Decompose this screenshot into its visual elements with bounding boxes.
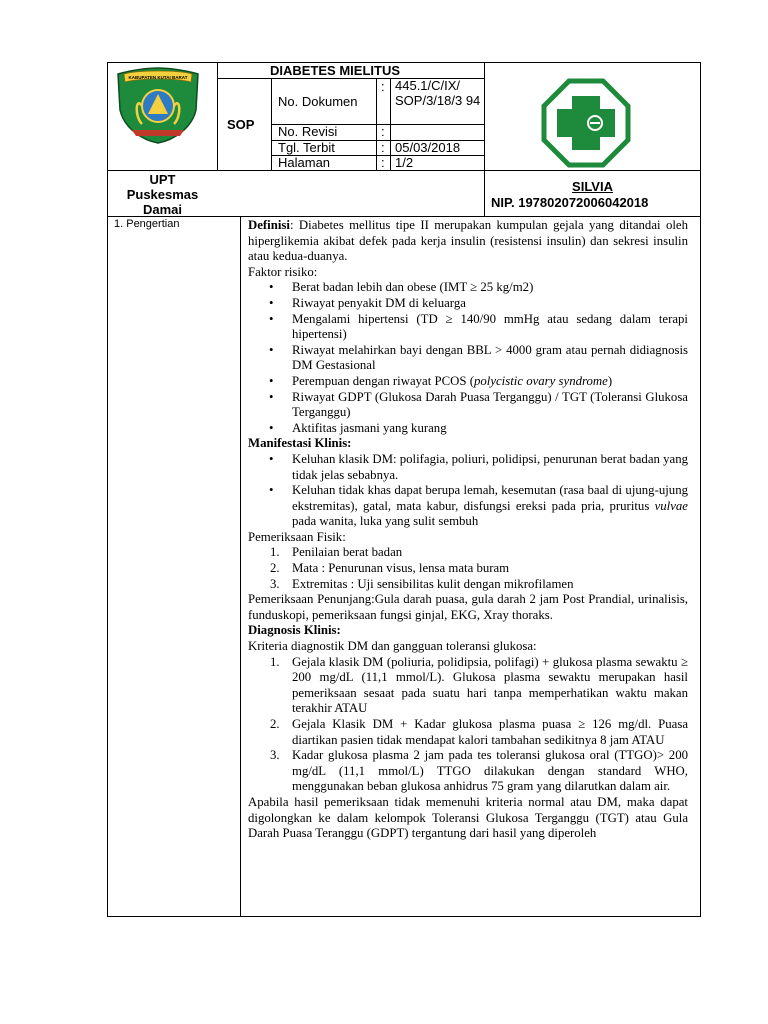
faktor-label: Faktor risiko: [248,264,318,279]
list-item: 3. Kadar glukosa plasma 2 jam pada tes toleransi glukosa oral (TTGO)> 200 mg/dL (11,1 mmol/L) TTGO dilakukan dengan standard WHO, menggunakan beban glukosa anhidrus 75 gram yang dilarutkan dalam air. [270,748,688,794]
definisi-label: Definisi [248,218,290,232]
field-label-no-revisi: No. Revisi [278,124,338,139]
definisi-paragraph [248,218,688,265]
list-item: • Riwayat penyakit DM di keluarga [248,296,688,312]
regency-logo [114,66,202,144]
faktor-list [248,280,688,436]
field-sep-no-revisi: : [381,124,385,139]
definisi-text: : Diabetes mellitus tipe II merupakan kumpulan gejala yang ditandai oleh hiperglikemia akibat defek pada kerja insulin (resistensi insulin) dan sekresi insulin atau kedua-duanya. [248,218,688,264]
field-value-halaman: 1/2 [395,155,414,170]
list-item: • Riwayat melahirkan bayi dengan BBL > 4000 gram atau pernah didiagnosis DM Gestasional [248,343,688,374]
list-item: 2. Gejala Klasik DM + Kadar glukosa plasma puasa ≥ 126 mg/dl. Puasa diartikan pasien tidak mendapat kalori tambahan sedikitnya 8 jam ATAU [270,717,688,747]
sop-label: SOP [227,117,255,132]
signer-name: SILVIA [572,179,613,194]
field-label-halaman: Halaman [278,155,331,170]
closing-paragraph: Apabila hasil pemeriksaan tidak memenuhi kriteria normal atau DM, maka dapat digolongkan ke dalam kelompok Toleransi Glukosa Terganggu (TGT) atau Gula Darah Puasa Teranggu (GDPT) tergantung dari hasil yang diperoleh [248,794,688,841]
org-name [108,172,217,217]
list-item: • Keluhan tidak khas dapat berupa lemah, kesemutan (rasa baal di ujung-ujung ekstremitas), gatal, mata kabur, disfungsi ereksi pada pria, pruritus vulvae pada wanita, luka yang sulit sembuh [248,483,688,530]
kriteria-list [248,655,688,795]
field-sep-tgl-terbit: : [381,140,385,155]
manifestasi-list [248,452,688,530]
section-body [248,218,688,842]
manifestasi-label: Manifestasi Klinis: [248,436,352,451]
diagnosis-label: Diagnosis Klinis: [248,623,341,638]
list-item: • Aktifitas jasmani yang kurang [248,421,688,437]
puskesmas-logo [541,78,631,173]
list-item: • Perempuan dengan riwayat PCOS (polycistic ovary syndrome) [248,374,688,390]
field-sep-halaman: : [381,155,385,170]
org-line-2: Puskesmas [126,187,199,202]
list-item: 1. Gejala klasik DM (poliuria, polidipsia, polifagi) + glukosa plasma sewaktu ≥ 200 mg/dL (11,1 mmol/L). Glukosa plasma sewaktu merupakan hasil pemeriksaan sesaat pada suatu hari tanpa memperhatikan waktu makan terakhir ATAU [270,654,688,716]
field-label-no-dokumen: No. Dokumen [278,94,358,109]
penunjang-paragraph: Pemeriksaan Penunjang:Gula darah puasa, gula darah 2 jam Post Prandial, urinalisis, funduskopi, pemeriksaan fungsi ginjal, EKG, Xray thoraks. [248,592,688,622]
list-item: • Riwayat GDPT (Glukosa Darah Puasa Terganggu) / TGT (Toleransi Glukosa Terganggu) [248,390,688,421]
list-item: • Mengalami hipertensi (TD ≥ 140/90 mmHg atau sedang dalam terapi hipertensi) [248,312,688,343]
document-title: DIABETES MIELITUS [270,63,401,78]
field-label-tgl-terbit: Tgl. Terbit [278,140,335,155]
regency-logo-text: KABUPATEN KUTAI BARAT [128,75,188,80]
field-value-no-dokumen: 445.1/C/IX/ SOP/3/18/3 94 [395,78,481,108]
fisik-list [248,545,688,592]
fisik-label: Pemeriksaan Fisik: [248,529,346,544]
section-label: 1. Pengertian [114,218,180,230]
org-line-1: UPT [149,172,176,187]
list-item: 1. Penilaian berat badan [270,545,403,560]
field-sep-no-dokumen: : [381,79,385,94]
list-item: • Keluhan klasik DM: polifagia, poliuri, polidipsi, penurunan berat badan yang tidak jelas sebabnya. [248,452,688,483]
list-item: 3. Extremitas : Uji sensibilitas kulit dengan mikrofilamen [270,576,574,591]
signer-nip: NIP. 197802072006042018 [491,195,649,210]
list-item: • Berat badan lebih dan obese (IMT ≥ 25 kg/m2) [248,280,688,296]
kriteria-intro: Kriteria diagnostik DM dan gangguan toleransi glukosa: [248,639,537,654]
field-value-tgl-terbit: 05/03/2018 [395,140,461,155]
puskesmas-cross-icon [541,78,631,168]
org-line-3: Damai [142,202,183,217]
list-item: 2. Mata : Penurunan visus, lensa mata buram [270,561,510,576]
